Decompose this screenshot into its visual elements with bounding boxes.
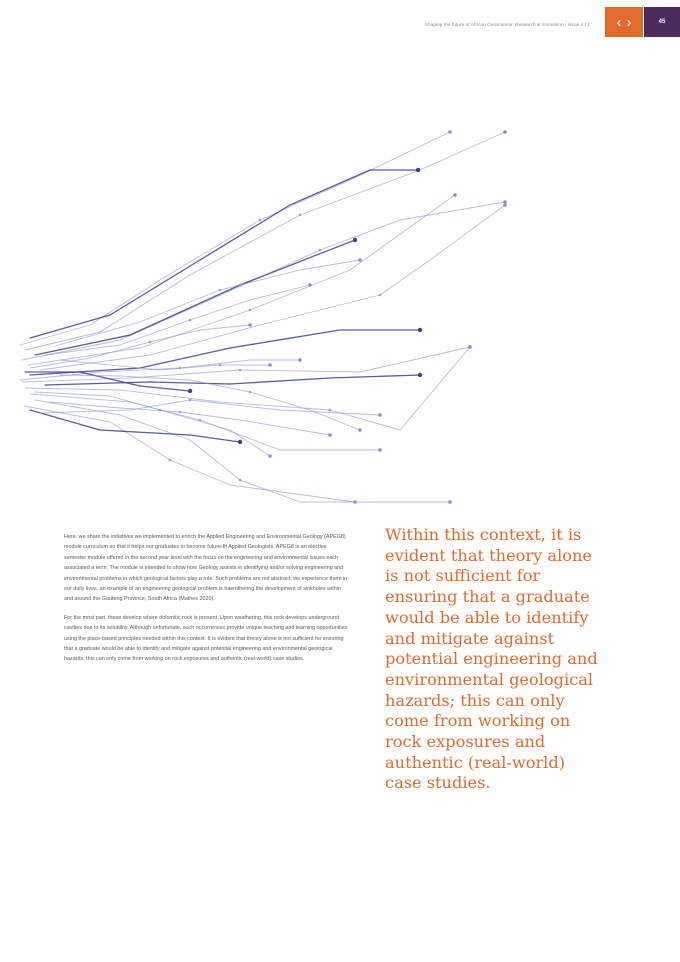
running-header: Shaping the future of African Geoscience: Research & Innovation | Issue 4 | 1 xyxy=(424,22,590,27)
body-paragraph: Here, we share the initiatives we implemented to enrich the Applied Engineering and Environmental Geology (APEG8) module curriculum so that it helps our graduates to become future-fit Applied Geologists. APEG8 is an elective semester module offered in the second year level with the focus on the engineering and environmental issues each associated a term. The module is intended to show how Geology assists in identifying and/or solving engineering and environmental problems in which geological factors play a role. Such problems are not abstract; we experience them in our daily lives, an example of an engineering geological problem is haemthering the development of sinkholes within and around the Gauteng Province, South Africa (Mathes 2020). xyxy=(64,534,348,603)
pull-quote: Within this context, it is evident that theory alone is not sufficient for ensuring that a graduate would be able to identify and mitigate against potential engineering and environmental geological hazards; this can only come from working on rock exposures and authentic (real-world) case studies. xyxy=(385,525,598,793)
article-body xyxy=(64,532,350,673)
page-number: 45 xyxy=(658,19,666,25)
body-paragraph: For the most part, these develop where dolomitic rock is present. Upon weathering, this rock develops underground cavities due to its solubility. Although unfortunate, such occurrences provide unique teaching and learning opportunities using the place-based principles needed within this context. It is evident that theory alone is not sufficient for ensuring that a graduate would be able to identify and mitigate against potential engineering and environmental geological hazards; this can only come from working on rock exposures and authentic (real-world) case studies. xyxy=(64,614,348,663)
circuit-network-illustration xyxy=(0,110,680,510)
page-number-badge xyxy=(644,7,680,37)
chevron-right-icon[interactable]: › xyxy=(626,13,632,31)
page-navigation xyxy=(605,7,643,37)
chevron-left-icon[interactable]: ‹ xyxy=(616,13,622,31)
